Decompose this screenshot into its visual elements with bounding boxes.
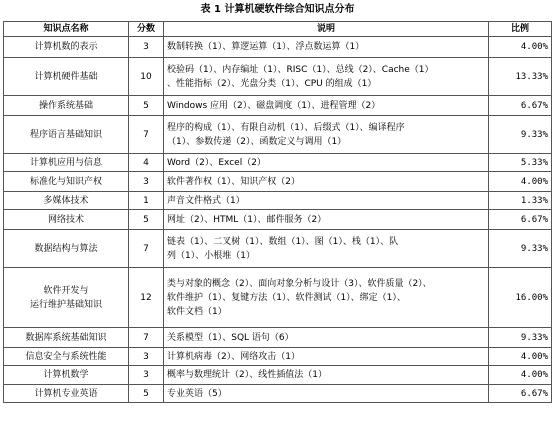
cell-ratio: 9.33% [489, 116, 552, 154]
cell-desc: 网址（2）、HTML（1）、邮件服务（2） [164, 210, 489, 230]
table-row [4, 192, 552, 210]
cell-ratio: 6.67% [489, 210, 552, 230]
cell-ratio: 4.00% [489, 172, 552, 192]
table-row [4, 328, 552, 348]
cell-desc: 概率与数理统计（2）、线性插值法（1） [164, 366, 489, 385]
table-row [4, 385, 552, 403]
header-topic: 知识点名称 [4, 22, 129, 37]
table-row [4, 58, 552, 96]
cell-desc: 链表（1）、二叉树（1）、数组（1）、图（1）、栈（1）、队 列（1）、小根堆（1） [164, 230, 489, 268]
cell-ratio: 13.33% [489, 58, 552, 96]
cell-topic: 数据结构与算法 [4, 230, 129, 268]
cell-topic: 多媒体技术 [4, 192, 129, 210]
cell-topic: 信息安全与系统性能 [4, 348, 129, 366]
table-row [4, 96, 552, 116]
cell-topic: 数据库系统基础知识 [4, 328, 129, 348]
cell-topic: 计算机应用与信息 [4, 154, 129, 172]
cell-topic: 计算机数学 [4, 366, 129, 385]
cell-ratio: 6.67% [489, 96, 552, 116]
table-row [4, 268, 552, 328]
header-score: 分数 [129, 22, 164, 37]
cell-ratio: 4.00% [489, 348, 552, 366]
cell-desc: 声音文件格式（1） [164, 192, 489, 210]
table-row [4, 210, 552, 230]
cell-topic: 计算机专业英语 [4, 385, 129, 403]
cell-score: 7 [129, 328, 164, 348]
cell-score: 3 [129, 37, 164, 58]
table-row [4, 230, 552, 268]
table-row [4, 116, 552, 154]
table-row [4, 366, 552, 385]
cell-score: 4 [129, 154, 164, 172]
cell-score: 3 [129, 366, 164, 385]
cell-score: 7 [129, 230, 164, 268]
cell-ratio: 1.33% [489, 192, 552, 210]
cell-desc: 软件著作权（1）、知识产权（2） [164, 172, 489, 192]
cell-score: 3 [129, 348, 164, 366]
table-header-row [4, 22, 552, 37]
cell-score: 5 [129, 96, 164, 116]
cell-desc: 数制转换（1）、算逻运算（1）、浮点数运算（1） [164, 37, 489, 58]
cell-ratio: 4.00% [489, 37, 552, 58]
cell-topic: 软件开发与 运行维护基础知识 [4, 268, 129, 328]
cell-topic: 程序语言基础知识 [4, 116, 129, 154]
cell-ratio: 5.33% [489, 154, 552, 172]
table-row [4, 154, 552, 172]
table-row [4, 172, 552, 192]
cell-score: 5 [129, 385, 164, 403]
knowledge-distribution-table [3, 21, 552, 403]
table-caption: 表 1 计算机硬软件综合知识点分布 [200, 4, 355, 15]
cell-score: 3 [129, 172, 164, 192]
cell-score: 10 [129, 58, 164, 96]
cell-score: 12 [129, 268, 164, 328]
header-ratio: 比例 [489, 22, 552, 37]
table-row [4, 37, 552, 58]
cell-score: 5 [129, 210, 164, 230]
cell-ratio: 16.00% [489, 268, 552, 328]
cell-desc: 程序的构成（1）、有限自动机（1）、后缀式（1）、编译程序 （1）、参数传递（2）、函数定义与调用（1） [164, 116, 489, 154]
cell-ratio: 6.67% [489, 385, 552, 403]
cell-desc: Word（2）、Excel（2） [164, 154, 489, 172]
cell-score: 7 [129, 116, 164, 154]
cell-topic: 计算机数的表示 [4, 37, 129, 58]
cell-ratio: 9.33% [489, 328, 552, 348]
cell-score: 1 [129, 192, 164, 210]
table-row [4, 348, 552, 366]
cell-desc: 校验码（1）、内存编址（1）、RISC（1）、总线（2）、Cache（1） 、性能指标（2）、光盘分类（1）、CPU 的组成（1） [164, 58, 489, 96]
header-desc: 说明 [164, 22, 489, 37]
cell-desc: 关系模型（1）、SQL 语句（6） [164, 328, 489, 348]
cell-desc: Windows 应用（2）、磁盘调度（1）、进程管理（2） [164, 96, 489, 116]
cell-ratio: 4.00% [489, 366, 552, 385]
cell-desc: 类与对象的概念（2）、面向对象分析与设计（3）、软件质量（2）、 软件维护（1）、复键方法（1）、软件测试（1）、绑定（1）、 软件文档（1） [164, 268, 489, 328]
cell-desc: 专业英语（5） [164, 385, 489, 403]
cell-desc: 计算机病毒（2）、网络攻击（1） [164, 348, 489, 366]
cell-topic: 网络技术 [4, 210, 129, 230]
cell-topic: 标准化与知识产权 [4, 172, 129, 192]
cell-ratio: 9.33% [489, 230, 552, 268]
cell-topic: 操作系统基础 [4, 96, 129, 116]
cell-topic: 计算机硬件基础 [4, 58, 129, 96]
table-body [4, 37, 552, 403]
